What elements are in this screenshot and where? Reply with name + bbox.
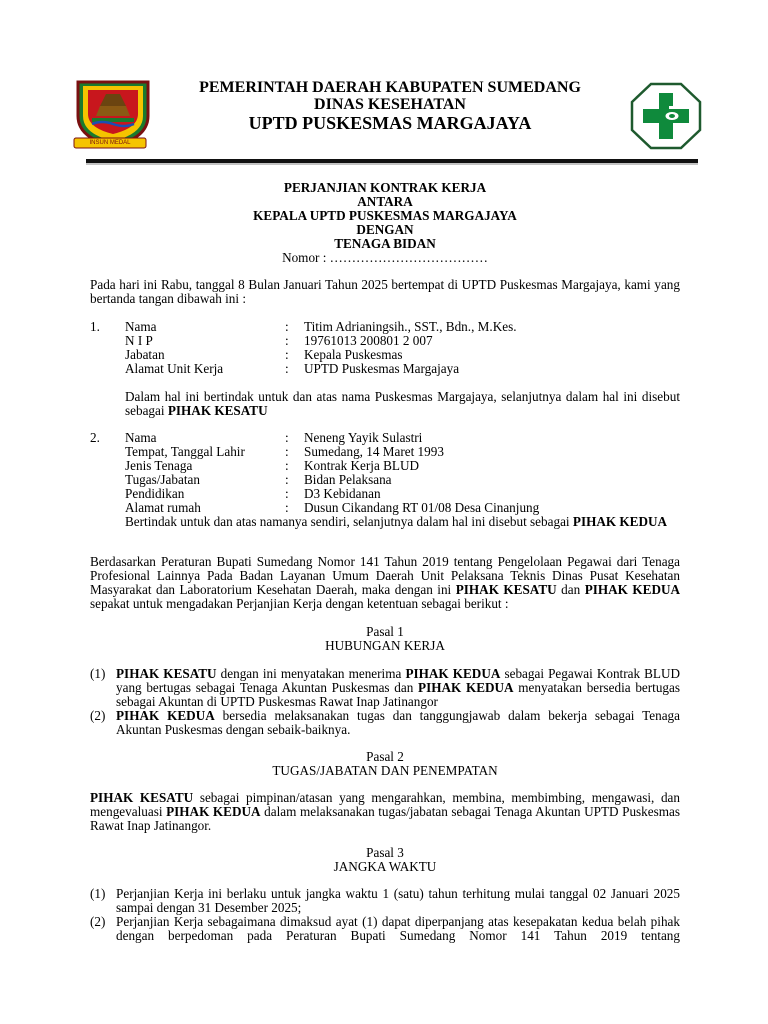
party2-value: Neneng Yayik Sulastri	[304, 430, 423, 445]
pasal1-item-1: (1) PIHAK KESATU dengan ini menyatakan menerima PIHAK KEDUA sebagai Pegawai Kontrak BLUD yang bertugas sebagai Tenaga Akuntan Puskesmas dan PIHAK KEDUA menyatakan bersedia bertugas sebagai Akuntan di UPTD Puskesmas Rawat Inap Jatinangor	[90, 666, 681, 709]
party2-value: D3 Kebidanan	[304, 486, 381, 501]
title-line1: PERJANJIAN KONTRAK KERJA	[283, 180, 487, 195]
party1-row-name: 1. Nama : Titim Adrianingsih., SST., Bdn., M.Kes.	[90, 319, 517, 334]
pihak-kedua-label: PIHAK KEDUA	[572, 514, 668, 529]
basis-paragraph: Berdasarkan Peraturan Bupati Sumedang Nomor 141 Tahun 2019 tentang Pengelolaan Pegawai dari Tenaga Profesional Lainnya Pada Badan Layanan Umum Daerah Unit Pelaksana Teknis Dinas Pusat Kesehatan Masyarakat dan Laboratorium Kesehatan Daerah, maka dengan ini PIHAK KESATU dan PIHAK KEDUA sepakat untuk mengadakan Perjanjian Kerja dengan ketentuan sebagai berikut :	[90, 554, 681, 611]
party2-row-name: 2. Nama : Neneng Yayik Sulastri	[90, 430, 423, 445]
party2-label: Pendidikan	[125, 486, 185, 501]
party1-value: 19761013 200801 2 007	[304, 333, 433, 348]
pasal2-paragraph: PIHAK KESATU sebagai pimpinan/atasan yang mengarahkan, membina, membimbing, mengawasi, dan mengevaluasi PIHAK KEDUA dalam melaksanakan tugas/jabatan sebagai Tenaga Akuntan UPTD Puskesmas Rawat Inap Jatinangor.	[90, 790, 681, 833]
party2-row-ttl: Tempat, Tanggal Lahir : Sumedang, 14 Maret 1993	[125, 444, 444, 459]
party1-label: N I P	[125, 333, 153, 348]
party2-row-jenis: Jenis Tenaga : Kontrak Kerja BLUD	[125, 458, 419, 473]
party2-row-tugas: Tugas/Jabatan : Bidan Pelaksana	[125, 472, 392, 487]
party1-value: Kepala Puskesmas	[304, 347, 403, 362]
pasal3-item-2: (2) Perjanjian Kerja sebagaimana dimaksud ayat (1) dapat diperpanjang atas kesepakatan kedua belah pihak dengan berpedoman pada Peraturan Bupati Sumedang Nomor 141 Tahun 2019 tentang	[90, 914, 680, 943]
header-line3: UPTD PUSKESMAS MARGAJAYA	[248, 113, 532, 133]
party2-label: Jenis Tenaga	[125, 458, 193, 473]
pihak-kesatu-label: PIHAK KESATU	[167, 403, 268, 418]
intro-paragraph: Pada hari ini Rabu, tanggal 8 Bulan Januari Tahun 2025 bertempat di UPTD Puskesmas Margajaya, kami yang bertanda tangan dibawah ini :	[90, 277, 680, 306]
party1-statement: Dalam hal ini bertindak untuk dan atas nama Puskesmas Margajaya, selanjutnya dalam hal ini disebut sebagai PIHAK KESATU	[125, 389, 680, 418]
pasal2-heading: Pasal 2	[366, 749, 404, 764]
pasal3-heading: Pasal 3	[366, 845, 404, 860]
party2-row-alamat: Alamat rumah : Dusun Cikandang RT 01/08 Desa Cinanjung	[125, 500, 540, 515]
party2-label: Tugas/Jabatan	[125, 472, 200, 487]
party1-row-alamat: Alamat Unit Kerja : UPTD Puskesmas Margajaya	[125, 361, 460, 376]
title-line2: ANTARA	[357, 194, 413, 209]
document-number: Nomor : ………………………………	[282, 250, 488, 265]
party2-number: 2.	[90, 430, 100, 445]
party2-label: Tempat, Tanggal Lahir	[125, 444, 245, 459]
pasal1-title: HUBUNGAN KERJA	[325, 638, 445, 653]
party1-label: Nama	[125, 319, 157, 334]
puskesmas-logo-icon	[630, 82, 702, 150]
party1-label: Jabatan	[125, 347, 165, 362]
pasal1-item-2: (2) PIHAK KEDUA bersedia melaksanakan tugas dan tanggungjawab dalam bekerja sebagai Tenaga Akuntan Puskesmas dengan sebaik-baiknya.	[90, 708, 681, 737]
party2-row-pendidikan: Pendidikan : D3 Kebidanan	[125, 486, 381, 501]
party1-row-nip: N I P : 19761013 200801 2 007	[125, 333, 433, 348]
header-rule	[86, 152, 698, 160]
header-line2: DINAS KESEHATAN	[314, 96, 466, 113]
party2-label: Alamat rumah	[125, 500, 201, 515]
party2-value: Sumedang, 14 Maret 1993	[304, 444, 444, 459]
title-line3: KEPALA UPTD PUSKESMAS MARGAJAYA	[253, 208, 517, 223]
pasal3-title: JANGKA WAKTU	[333, 859, 437, 874]
pasal1-heading: Pasal 1	[366, 624, 404, 639]
party2-value: Bidan Pelaksana	[304, 472, 392, 487]
party2-value: Dusun Cikandang RT 01/08 Desa Cinanjung	[304, 500, 540, 515]
header-line1: PEMERINTAH DAERAH KABUPATEN SUMEDANG	[199, 79, 581, 96]
party1-number: 1.	[90, 319, 100, 334]
title-line5: TENAGA BIDAN	[334, 236, 436, 251]
party2-value: Kontrak Kerja BLUD	[304, 458, 419, 473]
party2-label: Nama	[125, 430, 157, 445]
party1-value: UPTD Puskesmas Margajaya	[304, 361, 460, 376]
pasal3-item-1: (1) Perjanjian Kerja ini berlaku untuk jangka waktu 1 (satu) tahun terhitung mulai tanggal 02 Januari 2025 sampai dengan 31 Desember 2025;	[90, 886, 680, 915]
emblem-motto: INSUN MEDAL	[89, 140, 131, 146]
party1-value: Titim Adrianingsih., SST., Bdn., M.Kes.	[304, 319, 517, 334]
party1-row-jabatan: Jabatan : Kepala Puskesmas	[125, 347, 403, 362]
title-line4: DENGAN	[356, 222, 414, 237]
party1-label: Alamat Unit Kerja	[125, 361, 224, 376]
pasal2-title: TUGAS/JABATAN DAN PENEMPATAN	[272, 763, 498, 778]
party2-statement: Bertindak untuk dan atas namanya sendiri, selanjutnya dalam hal ini disebut sebagai PIHAK KEDUA	[125, 514, 668, 529]
